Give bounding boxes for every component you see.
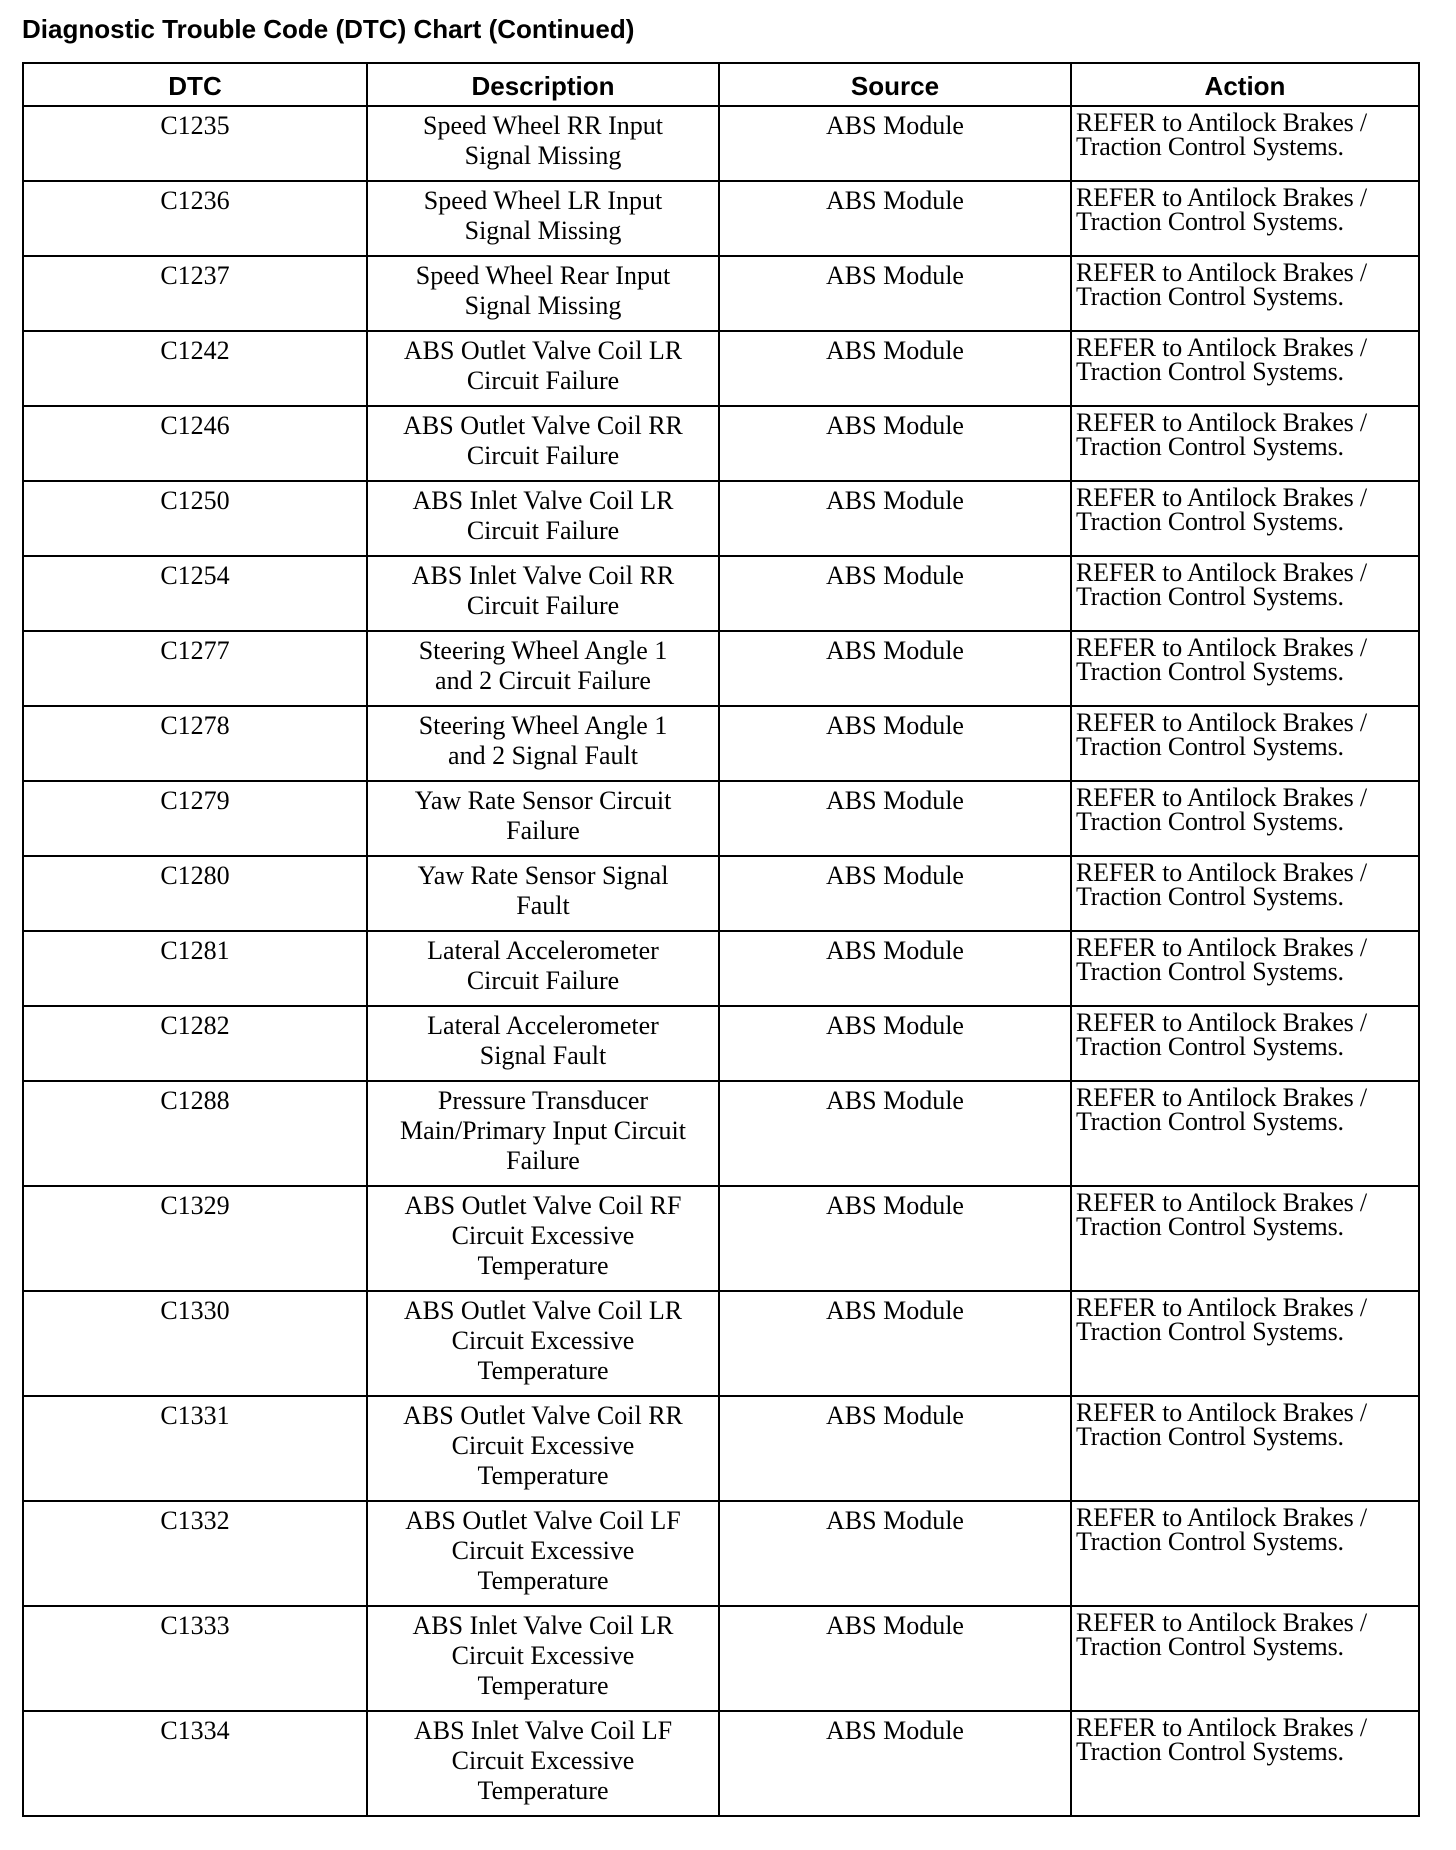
- dtc-description: [367, 706, 719, 781]
- dtc-action: [1071, 181, 1419, 256]
- dtc-action: [1071, 1711, 1419, 1816]
- description-line: ABS Outlet Valve Coil LR: [403, 1296, 683, 1325]
- dtc-description: [367, 106, 719, 181]
- dtc-code: C1288: [23, 1081, 367, 1186]
- description-line: Circuit Excessive: [451, 1536, 635, 1565]
- table-header-row: [23, 63, 1419, 106]
- dtc-code: C1235: [23, 106, 367, 181]
- dtc-action: [1071, 556, 1419, 631]
- description-line: Temperature: [477, 1251, 609, 1280]
- dtc-code: C1280: [23, 856, 367, 931]
- action-line: Traction Control Systems.: [1076, 1527, 1344, 1556]
- action-line: Traction Control Systems.: [1076, 432, 1344, 461]
- dtc-source: ABS Module: [719, 781, 1071, 856]
- action-line: Traction Control Systems.: [1076, 732, 1344, 761]
- dtc-source: ABS Module: [719, 1081, 1071, 1186]
- dtc-source: ABS Module: [719, 181, 1071, 256]
- header-action: Action: [1071, 63, 1419, 106]
- description-line: ABS Outlet Valve Coil LR: [403, 336, 683, 365]
- description-line: Temperature: [477, 1776, 609, 1805]
- description-line: Circuit Failure: [466, 516, 620, 545]
- dtc-description: [367, 406, 719, 481]
- dtc-source: ABS Module: [719, 1501, 1071, 1606]
- dtc-action: [1071, 256, 1419, 331]
- dtc-action: [1071, 481, 1419, 556]
- description-line: Speed Wheel Rear Input: [415, 261, 671, 290]
- dtc-action: [1071, 781, 1419, 856]
- dtc-description: [367, 1081, 719, 1186]
- action-line: Traction Control Systems.: [1076, 582, 1344, 611]
- table-row: [23, 1501, 1419, 1606]
- table-row: [23, 331, 1419, 406]
- dtc-code: C1279: [23, 781, 367, 856]
- description-line: Signal Missing: [464, 216, 622, 245]
- description-line: Circuit Failure: [466, 591, 620, 620]
- dtc-description: [367, 1186, 719, 1291]
- action-line: REFER to Antilock Brakes /: [1076, 933, 1367, 962]
- description-line: ABS Inlet Valve Coil LF: [413, 1716, 673, 1745]
- dtc-description: [367, 256, 719, 331]
- dtc-source: ABS Module: [719, 1006, 1071, 1081]
- action-line: REFER to Antilock Brakes /: [1076, 1398, 1367, 1427]
- description-line: Steering Wheel Angle 1: [418, 636, 668, 665]
- action-line: REFER to Antilock Brakes /: [1076, 258, 1367, 287]
- action-line: Traction Control Systems.: [1076, 957, 1344, 986]
- description-line: Circuit Excessive: [451, 1431, 635, 1460]
- description-line: Signal Missing: [464, 291, 622, 320]
- action-line: Traction Control Systems.: [1076, 1107, 1344, 1136]
- dtc-code: C1277: [23, 631, 367, 706]
- dtc-code: C1282: [23, 1006, 367, 1081]
- description-line: Speed Wheel RR Input: [423, 111, 663, 140]
- action-line: REFER to Antilock Brakes /: [1076, 1293, 1367, 1322]
- dtc-source: ABS Module: [719, 1186, 1071, 1291]
- table-row: [23, 1606, 1419, 1711]
- dtc-code: C1278: [23, 706, 367, 781]
- action-line: REFER to Antilock Brakes /: [1076, 1713, 1367, 1742]
- description-line: Temperature: [477, 1461, 609, 1490]
- description-line: Circuit Excessive: [451, 1326, 635, 1355]
- description-line: Speed Wheel LR Input: [423, 186, 663, 215]
- description-line: ABS Inlet Valve Coil LR: [412, 486, 674, 515]
- action-line: REFER to Antilock Brakes /: [1076, 333, 1367, 362]
- description-line: Circuit Excessive: [451, 1221, 635, 1250]
- action-line: REFER to Antilock Brakes /: [1076, 183, 1367, 212]
- dtc-source: ABS Module: [719, 706, 1071, 781]
- table-row: [23, 256, 1419, 331]
- dtc-code: C1330: [23, 1291, 367, 1396]
- dtc-code: C1246: [23, 406, 367, 481]
- action-line: Traction Control Systems.: [1076, 1737, 1344, 1766]
- description-line: Circuit Excessive: [451, 1641, 635, 1670]
- description-line: ABS Outlet Valve Coil LF: [405, 1506, 681, 1535]
- dtc-source: ABS Module: [719, 631, 1071, 706]
- action-line: Traction Control Systems.: [1076, 1422, 1344, 1451]
- dtc-description: [367, 481, 719, 556]
- action-line: REFER to Antilock Brakes /: [1076, 783, 1367, 812]
- dtc-source: ABS Module: [719, 481, 1071, 556]
- description-line: ABS Inlet Valve Coil LR: [412, 1611, 674, 1640]
- table-row: [23, 856, 1419, 931]
- description-line: ABS Inlet Valve Coil RR: [411, 561, 675, 590]
- table-row: [23, 1081, 1419, 1186]
- action-line: Traction Control Systems.: [1076, 207, 1344, 236]
- dtc-description: [367, 1711, 719, 1816]
- dtc-code: C1236: [23, 181, 367, 256]
- table-row: [23, 1006, 1419, 1081]
- dtc-description: [367, 331, 719, 406]
- header-source: Source: [719, 63, 1071, 106]
- action-line: Traction Control Systems.: [1076, 882, 1344, 911]
- action-line: REFER to Antilock Brakes /: [1076, 558, 1367, 587]
- dtc-action: [1071, 706, 1419, 781]
- dtc-code: C1242: [23, 331, 367, 406]
- dtc-action: [1071, 1606, 1419, 1711]
- action-line: Traction Control Systems.: [1076, 1317, 1344, 1346]
- dtc-description: [367, 556, 719, 631]
- action-line: REFER to Antilock Brakes /: [1076, 858, 1367, 887]
- header-description: Description: [367, 63, 719, 106]
- action-line: Traction Control Systems.: [1076, 1632, 1344, 1661]
- action-line: REFER to Antilock Brakes /: [1076, 633, 1367, 662]
- table-row: [23, 106, 1419, 181]
- table-row: [23, 556, 1419, 631]
- page-title: Diagnostic Trouble Code (DTC) Chart (Continued): [22, 14, 635, 44]
- dtc-source: ABS Module: [719, 931, 1071, 1006]
- dtc-code: C1332: [23, 1501, 367, 1606]
- description-line: Circuit Failure: [466, 441, 620, 470]
- description-line: Lateral Accelerometer: [427, 936, 659, 965]
- dtc-action: [1071, 931, 1419, 1006]
- dtc-action: [1071, 331, 1419, 406]
- action-line: Traction Control Systems.: [1076, 507, 1344, 536]
- table-row: [23, 781, 1419, 856]
- dtc-code: C1331: [23, 1396, 367, 1501]
- dtc-action: [1071, 631, 1419, 706]
- table-row: [23, 181, 1419, 256]
- description-line: Circuit Failure: [466, 366, 620, 395]
- description-line: and 2 Signal Fault: [448, 741, 638, 770]
- table-row: [23, 1396, 1419, 1501]
- table-row: [23, 631, 1419, 706]
- description-line: Failure: [506, 1146, 580, 1175]
- action-line: REFER to Antilock Brakes /: [1076, 1503, 1367, 1532]
- description-line: Signal Missing: [464, 141, 622, 170]
- action-line: Traction Control Systems.: [1076, 807, 1344, 836]
- dtc-code: C1237: [23, 256, 367, 331]
- action-line: REFER to Antilock Brakes /: [1076, 708, 1367, 737]
- action-line: Traction Control Systems.: [1076, 657, 1344, 686]
- action-line: REFER to Antilock Brakes /: [1076, 1188, 1367, 1217]
- description-line: Steering Wheel Angle 1: [418, 711, 668, 740]
- table-row: [23, 1291, 1419, 1396]
- action-line: REFER to Antilock Brakes /: [1076, 1608, 1367, 1637]
- dtc-action: [1071, 1396, 1419, 1501]
- action-line: REFER to Antilock Brakes /: [1076, 1083, 1367, 1112]
- action-line: REFER to Antilock Brakes /: [1076, 1008, 1367, 1037]
- dtc-source: ABS Module: [719, 106, 1071, 181]
- dtc-action: [1071, 106, 1419, 181]
- dtc-description: [367, 1396, 719, 1501]
- dtc-code: C1329: [23, 1186, 367, 1291]
- description-line: Signal Fault: [479, 1041, 607, 1070]
- dtc-source: ABS Module: [719, 1396, 1071, 1501]
- action-line: Traction Control Systems.: [1076, 282, 1344, 311]
- dtc-description: [367, 1006, 719, 1081]
- action-line: Traction Control Systems.: [1076, 357, 1344, 386]
- action-line: Traction Control Systems.: [1076, 1032, 1344, 1061]
- action-line: Traction Control Systems.: [1076, 132, 1344, 161]
- dtc-code: C1254: [23, 556, 367, 631]
- dtc-description: [367, 1501, 719, 1606]
- dtc-source: ABS Module: [719, 1606, 1071, 1711]
- description-line: Lateral Accelerometer: [427, 1011, 659, 1040]
- action-line: REFER to Antilock Brakes /: [1076, 108, 1367, 137]
- action-line: Traction Control Systems.: [1076, 1212, 1344, 1241]
- dtc-source: ABS Module: [719, 256, 1071, 331]
- dtc-description: [367, 1606, 719, 1711]
- dtc-action: [1071, 1291, 1419, 1396]
- description-line: Failure: [506, 816, 580, 845]
- dtc-action: [1071, 1006, 1419, 1081]
- dtc-code: C1250: [23, 481, 367, 556]
- description-line: Temperature: [477, 1356, 609, 1385]
- dtc-code: C1334: [23, 1711, 367, 1816]
- header-dtc: DTC: [23, 63, 367, 106]
- description-line: ABS Outlet Valve Coil RR: [403, 411, 683, 440]
- action-line: REFER to Antilock Brakes /: [1076, 483, 1367, 512]
- dtc-action: [1071, 1186, 1419, 1291]
- dtc-code: C1333: [23, 1606, 367, 1711]
- table-row: [23, 1186, 1419, 1291]
- dtc-description: [367, 931, 719, 1006]
- description-line: Pressure Transducer: [437, 1086, 649, 1115]
- dtc-description: [367, 181, 719, 256]
- dtc-description: [367, 781, 719, 856]
- dtc-description: [367, 1291, 719, 1396]
- dtc-source: ABS Module: [719, 406, 1071, 481]
- dtc-source: ABS Module: [719, 331, 1071, 406]
- dtc-description: [367, 631, 719, 706]
- table-row: [23, 931, 1419, 1006]
- table-row: [23, 406, 1419, 481]
- table-body: [23, 106, 1419, 1816]
- description-line: Fault: [516, 891, 570, 920]
- dtc-source: ABS Module: [719, 556, 1071, 631]
- description-line: Temperature: [477, 1566, 609, 1595]
- dtc-description: [367, 856, 719, 931]
- description-line: Main/Primary Input Circuit: [400, 1116, 686, 1145]
- action-line: REFER to Antilock Brakes /: [1076, 408, 1367, 437]
- dtc-code: C1281: [23, 931, 367, 1006]
- dtc-action: [1071, 1081, 1419, 1186]
- description-line: Yaw Rate Sensor Circuit: [414, 786, 672, 815]
- description-line: ABS Outlet Valve Coil RF: [404, 1191, 682, 1220]
- dtc-table: [22, 62, 1420, 1817]
- table-row: [23, 706, 1419, 781]
- table-row: [23, 1711, 1419, 1816]
- dtc-source: ABS Module: [719, 1291, 1071, 1396]
- description-line: Yaw Rate Sensor Signal: [417, 861, 669, 890]
- description-line: ABS Outlet Valve Coil RR: [403, 1401, 683, 1430]
- dtc-source: ABS Module: [719, 856, 1071, 931]
- table-row: [23, 481, 1419, 556]
- dtc-action: [1071, 856, 1419, 931]
- dtc-source: ABS Module: [719, 1711, 1071, 1816]
- dtc-action: [1071, 1501, 1419, 1606]
- description-line: and 2 Circuit Failure: [435, 666, 651, 695]
- description-line: Temperature: [477, 1671, 609, 1700]
- description-line: Circuit Failure: [466, 966, 620, 995]
- description-line: Circuit Excessive: [451, 1746, 635, 1775]
- dtc-action: [1071, 406, 1419, 481]
